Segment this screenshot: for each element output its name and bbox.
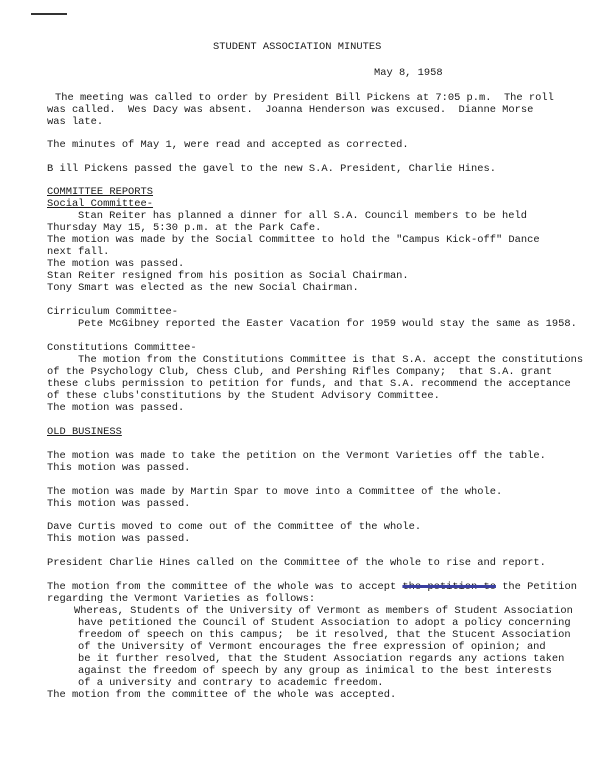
old-business-heading: OLD BUSINESS xyxy=(47,426,122,438)
old-business-motion-3-line-2: This motion was passed. xyxy=(47,533,191,545)
motion-accepted: The motion from the committee of the whole was accepted. xyxy=(47,689,397,701)
old-business-motion-5-line-1 xyxy=(47,582,577,594)
call-to-order-line-1: The meeting was called to order by President Bill Pickens at 7:05 p.m. The roll xyxy=(55,92,554,104)
call-to-order-line-2: was called. Wes Dacy was absent. Joanna Henderson was excused. Dianne Morse xyxy=(47,104,534,116)
motion-5-text-start: The motion from the committee of the whole was to accept xyxy=(47,581,403,593)
social-line-1: Stan Reiter has planned a dinner for all S.A. Council members to be held xyxy=(78,210,527,222)
social-line-5: The motion was passed. xyxy=(47,258,185,270)
gavel-passing: B ill Pickens passed the gavel to the new S.A. President, Charlie Hines. xyxy=(47,163,496,175)
constitutions-line-3: these clubs permission to petition for funds, and that S.A. recommend the acceptance xyxy=(47,378,571,390)
constitutions-line-2: of the Psychology Club, Chess Club, and Pershing Rifles Company; that S.A. grant xyxy=(47,366,553,378)
constitutions-line-4: of these clubs'constitutions by the Student Advisory Committee. xyxy=(47,390,440,402)
meeting-date: May 8, 1958 xyxy=(374,67,443,79)
call-to-order-line-3: was late. xyxy=(47,116,104,128)
old-business-motion-3-line-1: Dave Curtis moved to come out of the Committee of the whole. xyxy=(47,521,422,533)
social-committee-heading: Social Committee- xyxy=(47,198,154,210)
old-business-motion-1-line-1: The motion was made to take the petition on the Vermont Varieties off the table. xyxy=(47,450,546,462)
constitutions-line-5: The motion was passed. xyxy=(47,402,185,414)
social-line-7: Tony Smart was elected as the new Social Chairman. xyxy=(47,282,359,294)
social-line-4: next fall. xyxy=(47,246,110,258)
top-margin-mark xyxy=(31,13,67,15)
resolution-line-1: Whereas, Students of the University of Vermont as members of Student Association xyxy=(74,605,573,617)
curriculum-line-1: Pete McGibney reported the Easter Vacation for 1959 would stay the same as 1958. xyxy=(78,318,577,330)
old-business-motion-2-line-1: The motion was made by Martin Spar to move into a Committee of the whole. xyxy=(47,486,503,498)
old-business-motion-2-line-2: This motion was passed. xyxy=(47,498,191,510)
committee-reports-heading: COMMITTEE REPORTS xyxy=(47,186,154,198)
resolution-line-4: of the University of Vermont encourages the free expression of opinion; and xyxy=(78,641,546,653)
social-line-6: Stan Reiter resigned from his position as Social Chairman. xyxy=(47,270,409,282)
resolution-line-3: freedom of speech on this campus; be it resolved, that the Stucent Association xyxy=(78,629,571,641)
resolution-line-7: of a university and contrary to academic freedom. xyxy=(78,677,384,689)
resolution-line-6: against the freedom of speech by any group as inimical to the best interests xyxy=(78,665,552,677)
resolution-line-2: have petitioned the Council of Student Association to adopt a policy concerning xyxy=(78,617,571,629)
resolution-line-5: be it further resolved, that the Student Association regards any actions taken xyxy=(78,653,565,665)
constitutions-committee-heading: Constitutions Committee- xyxy=(47,342,197,354)
social-line-2: Thursday May 15, 5:30 p.m. at the Park Cafe. xyxy=(47,222,322,234)
struck-out-text: the petition to xyxy=(402,581,496,593)
minutes-approval: The minutes of May 1, were read and accepted as corrected. xyxy=(47,139,409,151)
constitutions-line-1: The motion from the Constitutions Committee is that S.A. accept the constitutions xyxy=(78,354,584,366)
page-title: STUDENT ASSOCIATION MINUTES xyxy=(213,41,382,53)
curriculum-committee-heading: Cirriculum Committee- xyxy=(47,306,178,318)
old-business-motion-5-line-2: regarding the Vermont Varieties as follows: xyxy=(47,593,316,605)
old-business-motion-1-line-2: This motion was passed. xyxy=(47,462,191,474)
motion-5-text-end: the Petition xyxy=(495,581,578,593)
old-business-motion-4: President Charlie Hines called on the Committee of the whole to rise and report. xyxy=(47,557,546,569)
social-line-3: The motion was made by the Social Committee to hold the "Campus Kick-off" Dance xyxy=(47,234,540,246)
